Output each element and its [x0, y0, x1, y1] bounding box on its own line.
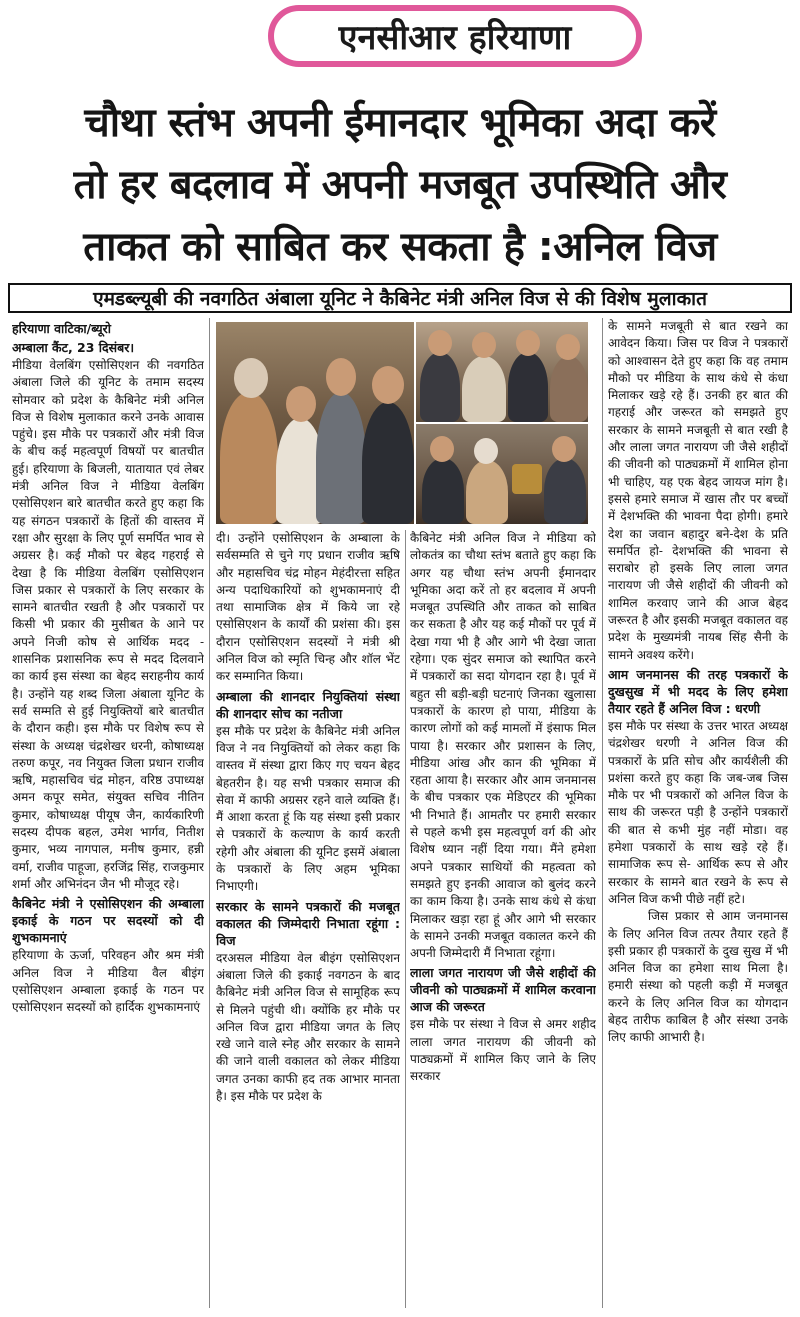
col1-subheading-1: कैबिनेट मंत्री ने एसोसिएशन की अम्बाला इकाई के गठन पर सदस्यों को दी शुभकामनाएं [12, 896, 204, 946]
headline-line-3: ताकत को साबित कर सकता है :अनिल विज [83, 224, 717, 270]
col2-paragraph-2: इस मौके पर प्रदेश के कैबिनेट मंत्री अनिल विज ने नव नियुक्तियों को लेकर कहा कि वास्तव में संस्था द्वारा किए गए चयन बेहद बेहतरीन है। यह सभी पत्रकार समाज की सेवा में काफी अग्रसर रहने वाले व्यक्ति हैं। मैं आशा करता हूं कि यह संस्था इसी प्रकार से पत्रकारों के कल्याण के कार्य करती रहेगी और अंबाला की यूनिट इसमें अंबाला के पत्रकारों के लिए अहम भूमिका निभाएगी। [216, 723, 400, 894]
article-column-1 [12, 318, 204, 1308]
column-rule-1 [209, 318, 210, 1308]
news-photo-2 [416, 322, 588, 422]
section-label: एनसीआर हरियाणा [338, 18, 572, 58]
col2-paragraph-1: दी। उन्होंने एसोसिएशन के अम्बाला के सर्वसम्मति से चुने गए प्रधान राजीव ऋषि और महासचिव चंद्र मोहन मेहंदीरत्ता सहित अन्य पदाधिकारियों को शुभकामनाएं दी तथा सामाजिक क्षेत्र में किये जा रहे एसोसिएशन के कार्यों की प्रशंसा की। इस दौरान एसोसिएशन सदस्यों ने मंत्री श्री अनिल विज को स्मृति चिन्ह और शॉल भेंट कर सम्मानित किया। [216, 531, 400, 684]
headline-line-2: तो हर बदलाव में अपनी मजबूत उपस्थिति और [73, 162, 727, 208]
article-column-4 [608, 318, 788, 1308]
dateline-place-date: अम्बाला कैंट, 23 दिसंबर। [12, 340, 135, 355]
article-column-2 [216, 530, 400, 1308]
col3-paragraph-2: इस मौके पर संस्था ने विज से अमर शहीद लाला जगत नारायण की जीवनी को पाठ्यक्रमों में शामिल किए जाने के लिए सरकार [410, 1017, 596, 1084]
dateline-bureau: हरियाणा वाटिका/ब्यूरो [12, 321, 112, 336]
headline-line-1: चौथा स्तंभ अपनी ईमानदार भूमिका अदा करें [84, 100, 716, 146]
headline [10, 92, 790, 278]
col2-subheading-1: अम्बाला की शानदार नियुक्तियां संस्था की शानदार सोच का नतीजा [216, 688, 400, 721]
col2-subheading-2: सरकार के सामने पत्रकारों की मजबूत वकालत की जिम्मेदारी निभाता रहूंगा : विज [216, 898, 400, 948]
news-photo-main [216, 322, 414, 524]
section-banner [0, 0, 800, 84]
article-column-3 [410, 530, 596, 1308]
col4-paragraph-2: इस मौके पर संस्था के उत्तर भारत अध्यक्ष चंद्रशेखर धरणी ने अनिल विज की पत्रकारों के प्रति सोच और कार्यशैली की प्रशंसा करते हुए कहा कि जब-जब जिस मौके पर भी पत्रकारों को अनिल विज के साथ की जरूरत पड़ी है उन्होंने पत्रकारों की बात से कभी मुंह नहीं मोडा। वह हमेशा पत्रकारों के साथ खड़े रहे हैं। सामाजिक रूप से- आर्थिक रूप से और सरकार के सामने बात रखने के रूप से अनिल विज कभी पीछे नहीं हटे। [608, 718, 788, 906]
col1-paragraph-1: मीडिया वेलबिंग एसोसिएशन की नवगठित अंबाला जिले की यूनिट के तमाम सदस्य सोमवार को प्रदेश के कैबिनेट मंत्री अनिल विज से विशेष मुलाकात करने उनके आवास पहुंचे। इस मौके पर पत्रकारों और मंत्री विज के बीच कई महत्वपूर्ण विषयों पर बातचीत हुई। हरियाणा के बिजली, यातायात एवं लेबर मंत्री अनिल विज ने मीडिया वेलबिंग एसोसिएशन बारे बातचीत करते हुए कहा कि यह संगठन पत्रकारों के हितों की वास्तव में रक्षा और सुरक्षा के लिए पूर्ण समर्पित भाव से अग्रसर है। कई मौको पर बेहद गहराई से देखा है कि मीडिया वेलबिंग एसोसिएशन जिस प्रकार से पत्रकारों के लिए सरकार के सामने बातचीत रखती है और पत्रकारों पर किसी भी प्रकार की मुसीबत के आने पर अपने निजी कोष से आर्थिक मदद - शासनिक प्रशासनिक रूप से मदद दिलवाने का कार्य इस संस्था का बेहद सराहनीय कार्य है। उन्होंने यह शब्द जिला अंबाला यूनिट के सर्व सम्मति से हुई नियुक्तियों बारे बातचीत के दौरान कही। इस मौके पर विशेष रूप से संस्था के अध्यक्ष चंद्रशेखर धरनी, कोषाध्यक्ष तरुण कपूर, नव नियुक्त जिला प्रधान राजीव ऋषि, महासचिव चंद्र मोहन, वरिष्ठ उपाध्यक्ष अमन कपूर समेत, संयुक्त सचिव नीतिन कुमार, कोषाध्यक्ष पीयूष जैन, कार्यकारिणी सदस्य दीपक बहल, उमेश भार्गव, नितीश कुमार, भव्य नागपाल, मनीष कुमार, हन्नी वर्मा, राजीव पाहूजा, हरजिंद्र सिंह, राजकुमार शर्मा और अभिनंदन जैन भी मौजूद रहे। [12, 358, 204, 891]
column-rule-3 [602, 318, 603, 1308]
subheadline-box [8, 283, 792, 313]
col1-paragraph-2: हरियाणा के ऊर्जा, परिवहन और श्रम मंत्री अनिल विज ने मीडिया वैल बीइंग एसोसिएशन अम्बाला इकाई के गठन पर एसोसिएशन सदस्यों को हार्दिक शुभकामनाएं [12, 948, 204, 1015]
subheadline: एमडब्ल्यूबी की नवगठित अंबाला यूनिट ने कैबिनेट मंत्री अनिल विज से की विशेष मुलाकात [93, 288, 707, 310]
col4-subheading-1: आम जनमानस की तरह पत्रकारों के दुखसुख में भी मदद के लिए हमेशा तैयार रहते हैं अनिल विज : धरणी [608, 666, 788, 716]
col3-paragraph-1: कैबिनेट मंत्री अनिल विज ने मीडिया को लोकतंत्र का चौथा स्तंभ बताते हुए कहा कि अगर यह चौथा स्तंभ अपनी ईमानदार भूमिका अदा करें तो हर बदलाव में अपनी मजबूत उपस्थिति और ताकत को साबित कर सकता है और यह कई मौकों पर पूर्व में देखा गया भी है और आगे भी देखा जाता रहेगा। एक सुंदर समाज को स्थापित करने में पत्रकारों का सदा योगदान रहा है। पूर्व में बहुत सी बड़ी-बड़ी घटनाएं जिनका खुलासा पत्रकारों के कारण हो पाया, मीडिया के कारण लोगों को कई मामलों में इंसाफ मिल पाया है। सरकार और प्रशासन के लिए, मीडिया आंख और कान की भूमिका में रहता आया है। सरकार और आम जनमानस के बीच पत्रकार एक मेडिएटर की भूमिका भी निभाते हैं। आमतौर पर हमारी सरकार से पहले कभी इस महत्वपूर्ण वर्ग की ओर विशेष ध्यान नहीं दिया गया। मैंने हमेशा अपने पत्रकार साथियों की महत्वता को समझते हुए इनकी आवाज को बुलंद करने का काम किया है। उनके साथ कंधे से कंधा मिलाकर खड़ा रहा हूं और आगे भी सरकार के सामने उनकी मजबूत वकालत करने की अपनी जिम्मेदारी मैं निभाता रहूंगा। [410, 531, 596, 961]
section-label-pill [268, 5, 642, 67]
news-photo-3 [416, 424, 588, 524]
col3-subheading-1: लाला जगत नारायण जी जैसे शहीदों की जीवनी को पाठ्यक्रमों में शामिल करवाना आज की जरूरत [410, 965, 596, 1015]
col2-paragraph-3: दरअसल मीडिया वेल बीइंग एसोसिएशन अंबाला जिले की इकाई नवगठन के बाद कैबिनेट मंत्री अनिल विज से सामूहिक रूप से मिलने पहुंची थी। क्योंकि हर मौके पर अनिल विज द्वारा मीडिया जगत के लिए रखे जाने वाले स्नेह और सरकार के सामने की जाने वाली वकालत को लेकर मीडिया जगत उनका काफी हद तक आभार मानता है। इस मौके पर प्रदेश के [216, 950, 400, 1104]
col4-paragraph-1: के सामने मजबूती से बात रखने का आवेदन किया। जिस पर विज ने पत्रकारों को आश्वासन देते हुए कहा कि वह तमाम मौको पर मीडिया के साथ कंधे से कंधा मिलाकर खड़े रहे हैं। उनकी हर बात की गहराई और जरूरत को समझते हुए सरकार के सामने मजबूती से बात रखी है और लाला जगत नारायण जी जैसे शहीदों की जीवनी को पाठ्यक्रमों में शामिल होना भी चाहिए, यह एक बेहद जायज मांग है। इससे हमारे समाज में खास तौर पर बच्चों में देशभक्ति की भावना पैदा होगी। हमारे देश का जवान बहादुर बने-देश के प्रति समर्पित हो- देशभक्ति की भावना से सराबोर हो इसके लिए लाला जगत नारायण जी जैसे शहीदों की जीवनी को शामिल करवाए जाने की आज बेहद जरूरत है और इसकी मजबूत वकालत वह प्रदेश के मुख्यमंत्री नायब सिंह सैनी के सामने अवश्य करेंगे। [608, 319, 788, 662]
col4-paragraph-3: जिस प्रकार से आम जनमानस के लिए अनिल विज तत्पर तैयार रहते हैं इसी प्रकार ही पत्रकारों के दुख सुख में भी अनिल विज का हमेशा साथ मिला है। हमारी संस्था को पहली कड़ी में मजबूत करने के लिए अनिल विज का योगदान बेहद तारीफ काबिल है और संस्था उनके लिए काफी आभारी है। [608, 909, 788, 1045]
column-rule-2 [405, 530, 406, 1308]
